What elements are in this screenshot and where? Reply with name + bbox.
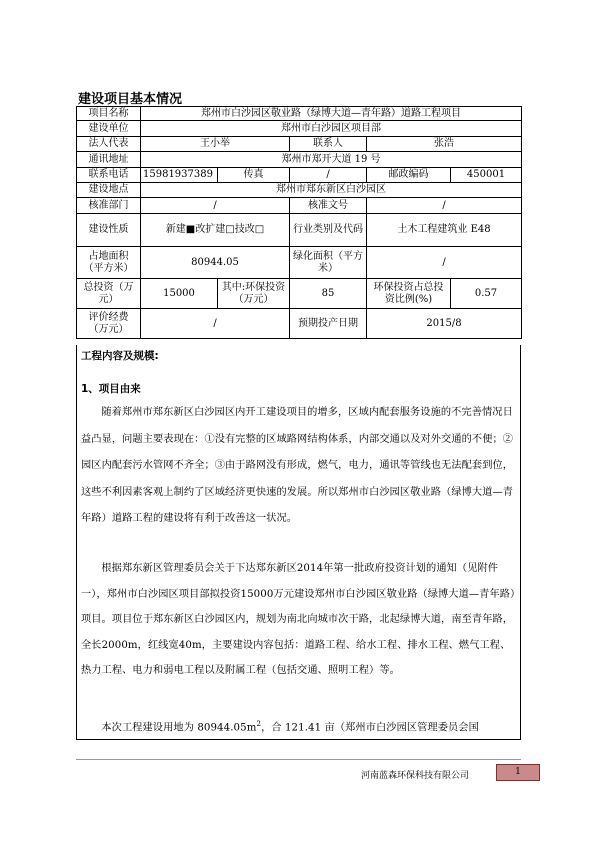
invest-value: 15000 bbox=[141, 279, 218, 309]
paragraph-land bbox=[81, 711, 517, 742]
address-value: 郑州市郑开大道 19 号 bbox=[141, 152, 522, 168]
approval-no-value: / bbox=[367, 198, 522, 214]
address-label: 通讯地址 bbox=[77, 152, 141, 168]
env-invest-label: 其中:环保投资（万元） bbox=[218, 279, 290, 309]
prod-date-label: 预期投产日期 bbox=[290, 309, 367, 339]
env-invest-value: 85 bbox=[290, 279, 367, 309]
postcode-value: 450001 bbox=[451, 168, 522, 183]
legal-rep-label: 法人代表 bbox=[77, 137, 141, 152]
invest-label: 总投资（万元） bbox=[77, 279, 141, 309]
page-number: 1 bbox=[496, 764, 540, 781]
site-value: 郑州市郑东新区白沙园区 bbox=[141, 183, 522, 198]
area-value: 80944.05 bbox=[141, 247, 290, 279]
project-name-label: 项目名称 bbox=[77, 107, 141, 121]
contact-label: 联系人 bbox=[290, 137, 367, 152]
contact-value: 张浩 bbox=[367, 137, 522, 152]
env-ratio-value: 0.57 bbox=[451, 279, 522, 309]
land-text-b: ，合 121.41 亩（郑州市白沙园区管理委员会国 bbox=[261, 722, 479, 734]
env-ratio-label: 环保投资占总投资比例(%) bbox=[367, 279, 451, 309]
paragraph-origin: 随着郑州市郑东新区白沙园区内开工建设项目的增多，区域内配套服务设施的不完善情况日益凸显，问题主要表现在：①没有完整的区域路网结构体系，内部交通以及对外交通的不便；②园区内配套污水管网不齐全；③由于路网没有形成，燃气，电力，通讯等管线也无法配套到位，这些不利因素客观上制约了区域经济更快速的发展。所以郑州市白沙园区敬业路（绿博大道—青年路）道路工程的建设将有利于改善这一状况。 bbox=[81, 407, 514, 524]
nature-value: 新建■改扩建□技改□ bbox=[141, 214, 290, 247]
approval-no-label: 核准文号 bbox=[290, 198, 367, 214]
phone-label: 联系电话 bbox=[77, 168, 141, 183]
project-name-value: 郑州市白沙园区敬业路（绿博大道—青年路）道路工程项目 bbox=[141, 107, 522, 121]
footer-company: 河南蓝森环保科技有限公司 bbox=[361, 771, 470, 781]
legal-rep-value: 王小举 bbox=[141, 137, 290, 152]
site-label: 建设地点 bbox=[77, 183, 141, 198]
industry-label: 行业类别及代码 bbox=[290, 214, 367, 247]
industry-value: 土木工程建筑业 E48 bbox=[367, 214, 522, 247]
eval-fee-label: 评价经费（万元） bbox=[77, 309, 141, 339]
builder-value: 郑州市白沙园区项目部 bbox=[141, 121, 522, 137]
page-title: 建设项目基本情况 bbox=[78, 92, 183, 107]
land-text-a: 本次工程建设用地为 80944.05m bbox=[101, 722, 257, 734]
content-section bbox=[76, 345, 521, 740]
land-text-sup: 2 bbox=[256, 720, 262, 728]
content-heading: 工程内容及规模: bbox=[81, 350, 159, 362]
area-label: 占地面积（平方米） bbox=[77, 247, 141, 279]
phone-value: 15981937389 bbox=[141, 168, 218, 183]
prod-date-value: 2015/8 bbox=[367, 309, 522, 339]
project-info-table bbox=[76, 106, 522, 339]
fax-value: / bbox=[290, 168, 367, 183]
builder-label: 建设单位 bbox=[77, 121, 141, 137]
approval-dept-label: 核准部门 bbox=[77, 198, 141, 214]
green-label: 绿化面积（平方米） bbox=[290, 247, 367, 279]
postcode-label: 邮政编码 bbox=[367, 168, 451, 183]
fax-label: 传真 bbox=[218, 168, 290, 183]
footer-divider bbox=[76, 759, 521, 760]
section-heading: 1、项目由来 bbox=[81, 383, 141, 395]
eval-fee-value: / bbox=[141, 309, 290, 339]
green-value: / bbox=[367, 247, 522, 279]
approval-dept-value: / bbox=[141, 198, 290, 214]
paragraph-plan: 根据郑东新区管理委员会关于下达郑东新区2014年第一批政府投资计划的通知（见附件一），郑州市白沙园区项目部拟投资15000万元建设郑州市白沙园区敬业路（绿博大道—青年路）项目。项目位于郑东新区白沙园区内，规划为南北向城市次干路，北起绿博大道，南至青年路，全长2000m，红线宽40m，主要建设内容包括：道路工程、给水工程、排水工程、燃气工程、热力工程、电力和弱电工程以及附属工程（包括交通、照明工程）等。 bbox=[81, 563, 516, 676]
nature-label: 建设性质 bbox=[77, 214, 141, 247]
